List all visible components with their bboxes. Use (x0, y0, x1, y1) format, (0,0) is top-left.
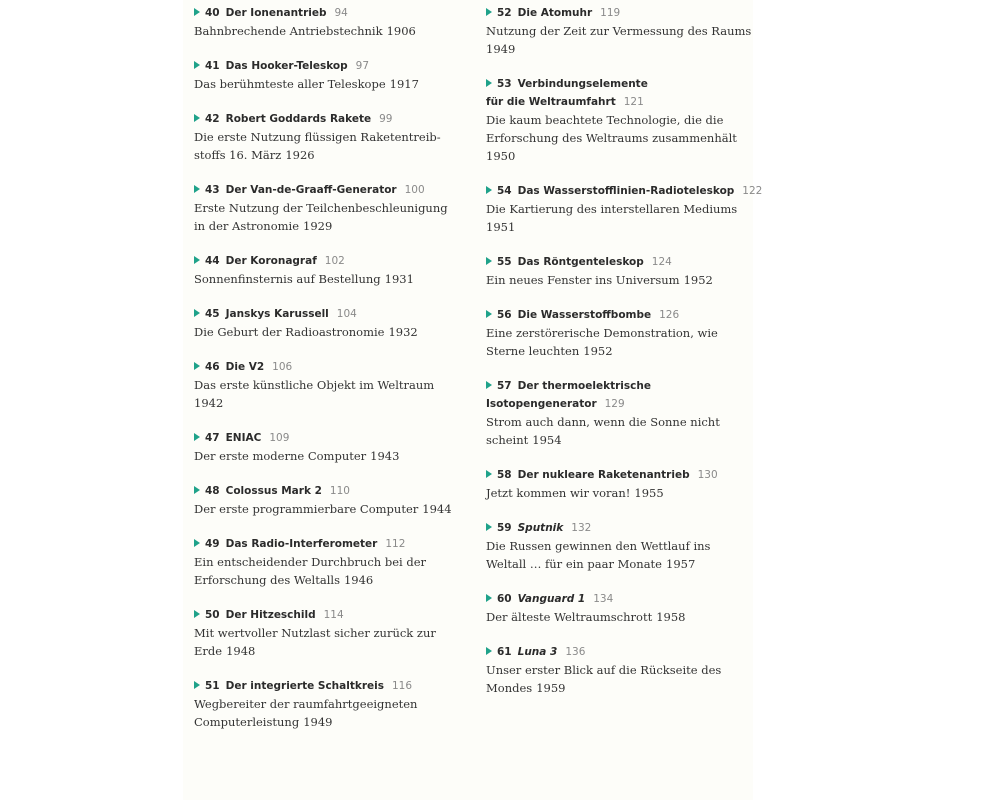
entry-year: 1946 (343, 573, 374, 587)
entry-number: 53 (497, 78, 512, 90)
entry-title: Der Hitzeschild (225, 609, 316, 621)
entry-page-number: 122 (742, 185, 763, 197)
entry-title: Janskys Karussell (225, 308, 329, 320)
entry-page-number: 109 (269, 432, 290, 444)
entry-number: 51 (205, 680, 220, 692)
desc-line: in der Astronomie (194, 219, 300, 233)
entry-title: Das Wasserstofflinien-Radioteleskop (517, 185, 735, 197)
entry-year: 1955 (634, 486, 664, 500)
entry-page-number: 136 (565, 646, 586, 658)
desc-line: Ein entscheidender Durchbruch bei der (194, 555, 426, 569)
entry-description (486, 484, 746, 502)
entry-number: 45 (205, 308, 220, 320)
desc-line: Sterne leuchten (486, 344, 580, 358)
entry-page-number: 102 (324, 255, 345, 267)
entry-number: 58 (497, 469, 512, 481)
toc-entry[interactable] (486, 519, 746, 573)
entry-number: 56 (497, 309, 512, 321)
toc-entry[interactable] (194, 57, 444, 93)
toc-entry[interactable] (194, 305, 444, 341)
entry-heading (194, 305, 444, 323)
desc-line: Mit wertvoller Nutzlast sicher zurück zur (194, 626, 436, 640)
entry-page-number: 100 (404, 184, 425, 196)
desc-line: Nutzung der Zeit zur Vermessung des Raums (486, 24, 752, 38)
desc-line: Erforschung des Weltraums zusammenhält (486, 131, 737, 145)
desc-line: Der erste moderne Computer (194, 449, 367, 463)
desc-line: Die erste Nutzung flüssigen Raketentreib- (194, 130, 441, 144)
entry-heading (486, 182, 763, 200)
entry-title: Verbindungselemente (517, 78, 648, 90)
entry-heading-continued (486, 395, 746, 413)
entry-title: Das Röntgenteleskop (517, 256, 644, 268)
entry-heading (486, 253, 746, 271)
entry-number: 52 (497, 7, 512, 19)
entry-page-number: 116 (392, 680, 413, 692)
entry-number: 61 (497, 646, 512, 658)
entry-description (486, 413, 746, 449)
entry-heading (486, 643, 746, 661)
entry-heading (486, 4, 746, 22)
entry-title-line2: Isotopengenerator (486, 398, 597, 410)
entry-page-number: 130 (697, 469, 718, 481)
entry-page-number: 126 (659, 309, 680, 321)
entry-year: 1917 (389, 77, 419, 91)
toc-entry[interactable] (194, 482, 452, 518)
toc-entry[interactable] (486, 590, 746, 626)
desc-line: Das erste künstliche Objekt im Weltraum (194, 378, 435, 392)
entry-description (194, 624, 444, 660)
entry-number: 42 (205, 113, 220, 125)
entry-number: 59 (497, 522, 512, 534)
triangle-arrow-icon (194, 309, 200, 317)
desc-line: Weltall … für ein paar Monate (486, 557, 662, 571)
desc-line: Der erste programmierbare Computer (194, 502, 419, 516)
entry-description (486, 111, 746, 165)
entry-number: 55 (497, 256, 512, 268)
entry-title: Der Ionenantrieb (225, 7, 327, 19)
entry-title: Die V2 (225, 361, 265, 373)
entry-description (194, 323, 444, 341)
entry-year: 1929 (303, 219, 333, 233)
entry-heading (486, 466, 746, 484)
toc-entry[interactable] (194, 181, 448, 235)
entry-description (194, 447, 444, 465)
entry-title: Luna 3 (517, 646, 558, 658)
toc-entry[interactable] (194, 110, 444, 164)
triangle-arrow-icon (194, 433, 200, 441)
triangle-arrow-icon (486, 8, 492, 16)
desc-line: Sonnenfinsternis auf Bestellung (194, 272, 381, 286)
entry-heading (194, 677, 444, 695)
desc-line: Wegbereiter der raumfahrtgeeigneten (194, 697, 418, 711)
entry-year: 1952 (683, 273, 713, 287)
triangle-arrow-icon (486, 310, 492, 318)
entry-description (194, 695, 444, 731)
entry-heading (194, 57, 444, 75)
desc-line: Ein neues Fenster ins Universum (486, 273, 680, 287)
entry-heading (194, 535, 444, 553)
entry-page-number: 112 (385, 538, 406, 550)
desc-line: Erste Nutzung der Teilchenbeschleunigung (194, 201, 448, 215)
entry-heading (194, 181, 444, 199)
entry-page-number: 124 (651, 256, 672, 268)
toc-entry[interactable] (486, 4, 752, 58)
desc-line: Bahnbrechende Antriebstechnik (194, 24, 383, 38)
entry-title: ENIAC (225, 432, 262, 444)
entry-title: Der thermoelektrische (517, 380, 651, 392)
triangle-arrow-icon (194, 61, 200, 69)
desc-line: Die Geburt der Radioastronomie (194, 325, 385, 339)
toc-entry[interactable] (194, 606, 444, 660)
entry-description (486, 537, 746, 573)
entry-description (194, 376, 444, 412)
entry-description (194, 199, 448, 235)
triangle-arrow-icon (194, 114, 200, 122)
entry-description (194, 270, 444, 288)
entry-title: Das Hooker-Teleskop (225, 60, 348, 72)
entry-page-number: 94 (334, 7, 348, 19)
triangle-arrow-icon (486, 186, 492, 194)
entry-year: 1943 (370, 449, 400, 463)
desc-line: Computerleistung (194, 715, 300, 729)
entry-heading (194, 482, 444, 500)
triangle-arrow-icon (194, 362, 200, 370)
entry-heading (486, 519, 746, 537)
entry-year: 1931 (384, 272, 414, 286)
desc-line: scheint (486, 433, 529, 447)
entry-year: 1950 (486, 149, 516, 163)
entry-description (194, 500, 452, 518)
entry-number: 50 (205, 609, 220, 621)
triangle-arrow-icon (194, 8, 200, 16)
entry-year: 1954 (532, 433, 562, 447)
entry-number: 54 (497, 185, 512, 197)
desc-line: Die Kartierung des interstellaren Mediums (486, 202, 738, 216)
toc-entry[interactable] (194, 677, 444, 731)
desc-line: Erde (194, 644, 223, 658)
toc-column-left (194, 4, 452, 748)
entry-title-line2: für die Weltraumfahrt (486, 96, 616, 108)
desc-line: Der älteste Weltraumschrott (486, 610, 653, 624)
entry-year: 1926 (285, 148, 315, 162)
desc-line: Das berühmteste aller Teleskope (194, 77, 386, 91)
entry-heading (194, 606, 444, 624)
entry-title: Robert Goddards Rakete (225, 113, 372, 125)
desc-line: stoffs 16. März (194, 148, 282, 162)
entry-page-number: 106 (272, 361, 293, 373)
entry-page-number: 119 (600, 7, 621, 19)
entry-number: 46 (205, 361, 220, 373)
entry-year: 1958 (656, 610, 686, 624)
entry-page-number: 110 (329, 485, 350, 497)
entry-heading (486, 590, 746, 608)
entry-heading (486, 75, 746, 93)
triangle-arrow-icon (194, 539, 200, 547)
toc-entry[interactable] (486, 466, 746, 502)
toc-entry[interactable] (194, 252, 444, 288)
entry-year: 1957 (666, 557, 696, 571)
desc-line: Erforschung des Weltalls (194, 573, 340, 587)
entry-number: 40 (205, 7, 220, 19)
triangle-arrow-icon (194, 256, 200, 264)
toc-entry[interactable] (194, 4, 444, 40)
entry-year: 1942 (194, 396, 224, 410)
entry-heading (194, 252, 444, 270)
entry-description (194, 553, 444, 589)
entry-description (194, 128, 444, 164)
entry-page-number: 99 (379, 113, 393, 125)
entry-title: Die Wasserstoffbombe (517, 309, 652, 321)
toc-entry[interactable] (194, 358, 444, 412)
entry-title: Colossus Mark 2 (225, 485, 322, 497)
entry-heading (194, 429, 444, 447)
triangle-arrow-icon (486, 79, 492, 87)
entry-description (486, 324, 746, 360)
desc-line: Mondes (486, 681, 533, 695)
triangle-arrow-icon (194, 185, 200, 193)
entry-description (486, 661, 746, 697)
entry-page-number: 129 (604, 398, 625, 410)
triangle-arrow-icon (486, 647, 492, 655)
triangle-arrow-icon (486, 470, 492, 478)
triangle-arrow-icon (486, 257, 492, 265)
entry-number: 57 (497, 380, 512, 392)
toc-column-right (486, 4, 763, 714)
entry-title: Der integrierte Schaltkreis (225, 680, 384, 692)
entry-title: Die Atomuhr (517, 7, 593, 19)
entry-year: 1948 (226, 644, 256, 658)
entry-title: Der nukleare Raketenantrieb (517, 469, 690, 481)
entry-number: 41 (205, 60, 220, 72)
entry-title: Der Van-de-Graaff-Generator (225, 184, 397, 196)
desc-line: Unser erster Blick auf die Rückseite des (486, 663, 722, 677)
triangle-arrow-icon (194, 486, 200, 494)
entry-year: 1949 (303, 715, 333, 729)
entry-page-number: 97 (355, 60, 370, 72)
triangle-arrow-icon (486, 523, 492, 531)
entry-number: 49 (205, 538, 220, 550)
entry-heading (194, 4, 444, 22)
entry-number: 44 (205, 255, 220, 267)
entry-title: Sputnik (517, 522, 564, 534)
entry-description (486, 271, 746, 289)
entry-year: 1952 (583, 344, 613, 358)
toc-entry[interactable] (486, 377, 746, 449)
toc-entry[interactable] (194, 535, 444, 589)
entry-year: 1959 (536, 681, 566, 695)
triangle-arrow-icon (194, 681, 200, 689)
entry-page-number: 132 (571, 522, 592, 534)
toc-entry[interactable] (486, 306, 746, 360)
entry-description (486, 200, 746, 236)
entry-description (194, 75, 444, 93)
entry-heading (194, 110, 444, 128)
toc-entry[interactable] (486, 643, 746, 697)
entry-year: 1932 (388, 325, 418, 339)
entry-page-number: 114 (323, 609, 344, 621)
entry-description (194, 22, 444, 40)
entry-heading-continued (486, 93, 746, 111)
toc-entry[interactable] (194, 429, 444, 465)
entry-number: 60 (497, 593, 512, 605)
desc-line: Die Russen gewinnen den Wettlauf ins (486, 539, 711, 553)
entry-heading (486, 306, 746, 324)
triangle-arrow-icon (194, 610, 200, 618)
desc-line: Eine zerstörerische Demonstration, wie (486, 326, 718, 340)
toc-entry[interactable] (486, 182, 763, 236)
entry-title: Vanguard 1 (517, 593, 586, 605)
entry-description (486, 608, 746, 626)
triangle-arrow-icon (486, 594, 492, 602)
entry-heading (194, 358, 444, 376)
entry-title: Das Radio-Interferometer (225, 538, 378, 550)
entry-year: 1951 (486, 220, 516, 234)
desc-line: Die kaum beachtete Technologie, die die (486, 113, 724, 127)
toc-entry[interactable] (486, 253, 746, 289)
desc-line: Jetzt kommen wir voran! (486, 486, 631, 500)
triangle-arrow-icon (486, 381, 492, 389)
entry-number: 43 (205, 184, 220, 196)
entry-number: 47 (205, 432, 220, 444)
desc-line: Strom auch dann, wenn die Sonne nicht (486, 415, 720, 429)
entry-description (486, 22, 752, 58)
entry-year: 1949 (486, 42, 516, 56)
entry-title: Der Koronagraf (225, 255, 317, 267)
entry-number: 48 (205, 485, 220, 497)
entry-page-number: 104 (336, 308, 357, 320)
entry-year: 1944 (422, 502, 452, 516)
entry-page-number: 134 (593, 593, 614, 605)
entry-page-number: 121 (623, 96, 644, 108)
entry-heading (486, 377, 746, 395)
entry-year: 1906 (386, 24, 416, 38)
toc-entry[interactable] (486, 75, 746, 165)
